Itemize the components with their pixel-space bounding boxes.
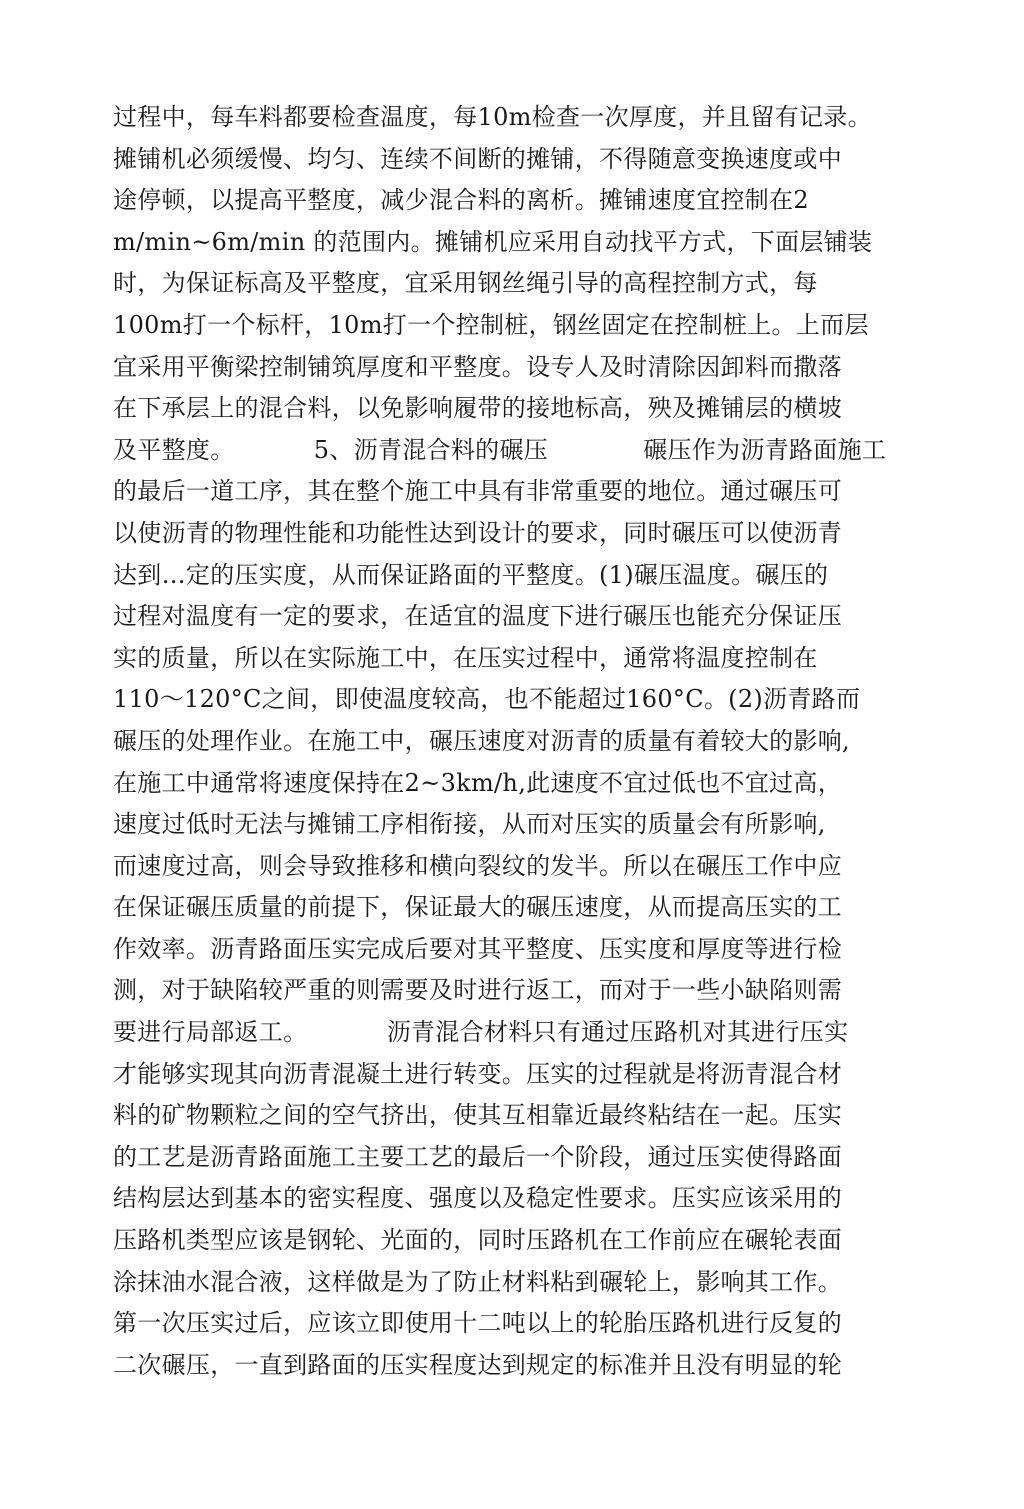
text-line: 碾压的处理作业。在施工中，碾压速度对沥青的质量有着较大的影响, [113,726,850,755]
text-line: 实的质量，所以在实际施工中，在压实过程中，通常将温度控制在 [113,643,818,672]
text-line: 料的矿物颗粒之间的空气挤出，使其互相靠近最终粘结在一起。压实 [113,1101,842,1130]
text-line: m/min~6m/min 的范围内。摊铺机应采用自动找平方式，下面层铺装 [113,227,873,256]
text-line: 速度过低时无法与摊铺工序相衔接，从而对压实的质量会有所影响, [113,810,826,839]
body-text [113,97,893,1386]
text-line: 要进行局部返工。 沥青混合材料只有通过压路机对其进行压实 [113,1018,849,1047]
text-line: 而速度过高，则会导致推移和横向裂纹的发半。所以在碾压工作中应 [113,851,842,880]
text-line: 达到…定的压实度，从而保证路面的平整度。(1)碾压温度。碾压的 [113,560,829,589]
text-line: 的工艺是沥青路面施工主要工艺的最后一个阶段，通过压实使得路面 [113,1142,842,1171]
text-line: 时，为保证标高及平整度，宜采用钢丝绳引导的高程控制方式，每 [113,269,818,298]
text-line: 过程对温度有一定的要求，在适宜的温度下进行碾压也能充分保证压 [113,602,842,631]
text-line: 摊铺机必须缓慢、均匀、连续不间断的摊铺，不得随意变换速度或中 [113,144,842,173]
text-line: 宜采用平衡梁控制铺筑厚度和平整度。设专人及时清除因卸料而撒落 [113,352,842,381]
text-line: 110～120°C之间，即使温度较高，也不能超过160°C。(2)沥青路而 [113,685,861,714]
text-line: 途停顿，以提高平整度，减少混合料的离析。摊铺速度宜控制在2 [113,186,809,215]
text-line: 测，对于缺陷较严重的则需要及时进行返工，而对于一些小缺陷则需 [113,976,842,1005]
text-line: 在施工中通常将速度保持在2~3km/h,此速度不宜过低也不宜过高， [113,768,843,797]
text-line: 作效率。沥青路面压实完成后要对其平整度、压实度和厚度等进行检 [113,934,842,963]
text-line: 及平整度。 5、沥青混合料的碾压 碾压作为沥青路面施工 [113,435,887,464]
text-line: 过程中，每车料都要检查温度，每10m检查一次厚度，并且留有记录。 [113,103,872,131]
text-line: 的最后一道工序，其在整个施工中具有非常重要的地位。通过碾压可 [113,477,842,506]
text-line: 二次碾压，一直到路面的压实程度达到规定的标准并且没有明显的轮 [113,1350,842,1379]
text-line: 第一次压实过后，应该立即使用十二吨以上的轮胎压路机进行反复的 [113,1309,842,1338]
text-line: 压路机类型应该是钢轮、光面的，同时压路机在工作前应在碾轮表面 [113,1226,842,1255]
text-line: 才能够实现其向沥青混凝土进行转变。压实的过程就是将沥青混合材 [113,1059,842,1088]
text-line: 以使沥青的物理性能和功能性达到设计的要求，同时碾压可以使沥青 [113,518,842,547]
text-line: 在下承层上的混合料，以免影响履带的接地标高，殃及摊铺层的横坡 [113,394,842,423]
text-line: 涂抹油水混合液，这样做是为了防止材料粘到碾轮上，影响其工作。 [113,1267,842,1296]
text-line: 在保证碾压质量的前提下，保证最大的碾压速度，从而提高压实的工 [113,893,842,922]
text-line: 100m打一个标杆，10m打一个控制桩，钢丝固定在控制桩上。上而层 [113,310,869,339]
text-line: 结构层达到基本的密实程度、强度以及稳定性要求。压实应该采用的 [113,1184,842,1213]
